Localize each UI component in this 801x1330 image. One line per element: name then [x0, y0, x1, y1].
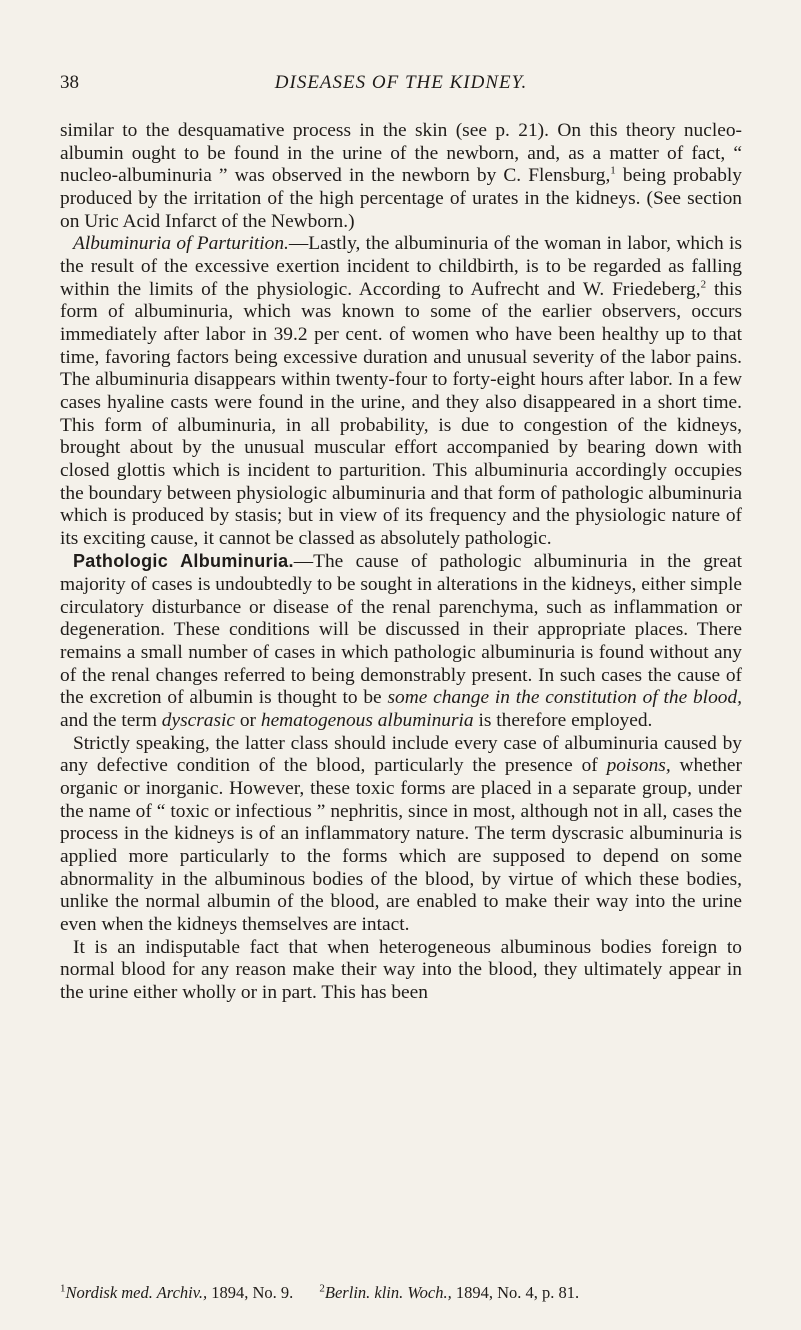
p3-emphasis-3: hematogenous albuminuria — [260, 710, 474, 732]
p4-text-a: Strictly speaking, the latter class should include every case of albuminuria caused by any defective condition of the blood, particularly the presence of — [60, 732, 742, 777]
section-heading-pathologic: Pathologic Albuminuria. — [73, 551, 294, 572]
p3-text-c: or — [235, 710, 261, 732]
page-header — [60, 72, 742, 100]
paragraph-3 — [60, 550, 742, 732]
paragraph-1 — [60, 120, 742, 233]
footnote-1-mark: 1 — [60, 1282, 66, 1295]
p3-text-d: is therefore employed. — [473, 710, 653, 732]
p5-text-a: It is an indisputable fact that when heterogeneous albuminous bodies foreign to normal blood for any reason make their way into the blood, they ultimately appear in the urine either wholly or in part. This has been — [60, 936, 742, 1003]
p3-text-b: and the term — [60, 710, 162, 732]
body-text — [60, 120, 742, 1005]
running-title: DISEASES OF THE KIDNEY. — [274, 72, 528, 93]
p2-text-b: this form of albuminuria, which was known to some of the earlier observers, occurs immediately after labor in 39.2 per cent. of women who have been healthy up to that time, favoring factors being excessive duration and unusual severity of the labor pains. The albuminuria disappears within twenty-four to forty-eight hours after labor. In a few cases hyaline casts were found in the urine, and they also disappeared in a short time. This form of albuminuria, in all probability, is due to congestion of the kidneys, brought about by the unusual muscular effort accompanied by bearing down with closed glottis which is incident to parturition. This albuminuria accordingly occupies the boundary between physiologic albuminuria and that form of pathologic albuminuria which is produced by stasis; but in view of its frequency and the physiologic nature of its exciting cause, it cannot be classed as absolutely pathologic. — [60, 278, 742, 549]
p3-emphasis-2: dyscrasic — [161, 710, 236, 732]
p4-emphasis-1: poisons, — [606, 755, 671, 777]
p2-text-a: —Lastly, the albuminuria of the woman in labor, which is the result of the excessive exertion incident to childbirth, is to be regarded as falling within the limits of the physiologic. According to Aufrecht and W. Friedeberg, — [60, 233, 742, 300]
paragraph-5 — [60, 937, 742, 1005]
footnote-1-source: Nordisk med. Archiv., — [65, 1283, 208, 1302]
p1-text-a: similar to the desquamative process in the skin (see p. 21). On this theory nucleo-albumin ought to be found in the urine of the newborn, and, as a matter of fact, “ nucleo-albuminuria ” was observed in the newborn by C. Flensburg, — [60, 120, 742, 187]
section-heading-parturition: Albuminuria of Parturition. — [73, 233, 289, 255]
footnote-2-text: 1894, No. 4, p. 81. — [451, 1283, 580, 1302]
p4-text-b: whether organic or inorganic. However, these toxic forms are placed in a separate group, under the name of “ toxic or infectious ” nephritis, since in most, although not in all, cases the process in the kidneys is of an inflammatory nature. The term dyscrasic albuminuria is applied more particularly to the forms which are supposed to depend on some abnormality in the albuminous bodies of the blood, by virtue of which these bodies, unlike the normal albumin of the blood, are enabled to make their way into the urine even when the kidneys themselves are intact. — [60, 755, 742, 935]
paragraph-4 — [60, 733, 742, 937]
p1-text-b: being probably produced by the irritation of the high percentage of urates in the kidneys. (See section on Uric Acid Infarct of the Newborn.) — [60, 165, 742, 232]
paragraph-2 — [60, 233, 742, 550]
footnote-2-mark: 2 — [319, 1282, 325, 1295]
footnotes — [60, 1284, 742, 1302]
footnote-1-text: 1894, No. 9. — [207, 1283, 294, 1302]
footnote-ref-2: 2 — [700, 278, 707, 291]
footnote-2-source: Berlin. klin. Woch., — [324, 1283, 452, 1302]
footnote-1 — [60, 1284, 293, 1302]
footnote-ref-1: 1 — [610, 164, 616, 177]
p3-emphasis-1: some change in the constitution of the blood, — [387, 687, 743, 709]
footnote-2 — [319, 1284, 579, 1302]
p3-text-a: —The cause of pathologic albuminuria in the great majority of cases is undoubtedly to be sought in alterations in the kidneys, either simple circulatory disturbance or disease of the renal parenchyma, such as inflammation or degeneration. These conditions will be discussed in their appropriate places. There remains a small number of cases in which pathologic albuminuria is found without any of the renal changes referred to being demonstrably present. In such cases the cause of the excretion of albumin is thought to be — [60, 551, 742, 709]
page-number: 38 — [60, 72, 79, 93]
